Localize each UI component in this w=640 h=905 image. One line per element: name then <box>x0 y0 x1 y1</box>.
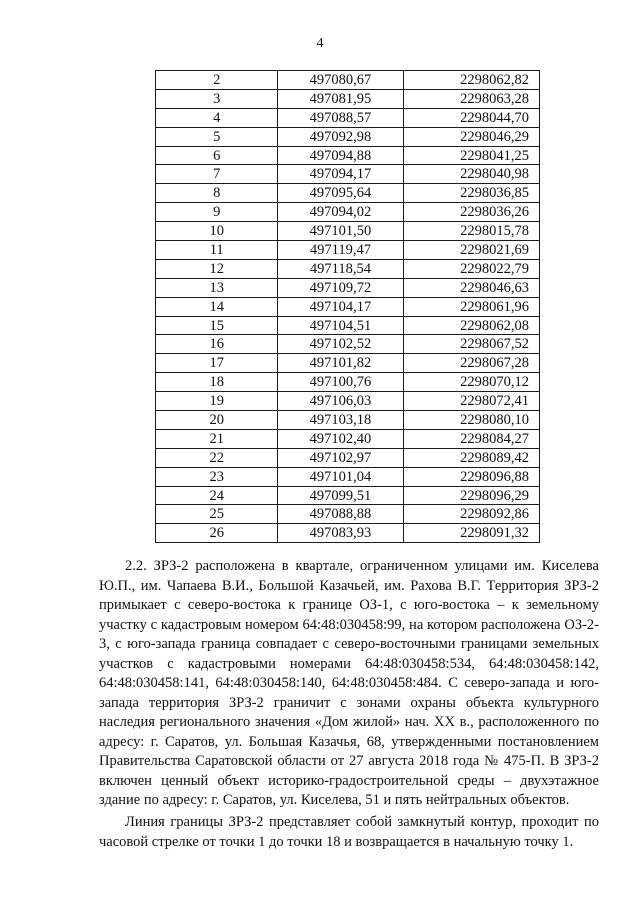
paragraph-boundary-line: Линия границы ЗРЗ-2 представляет собой замкнутый контур, проходит по часовой стрелке от точки 1 до точки 18 и возвращается в начальную точку 1. <box>99 814 599 850</box>
point-number-cell: 8 <box>156 184 278 203</box>
point-number-cell: 18 <box>156 373 278 392</box>
table-row <box>156 108 540 127</box>
point-number-cell: 21 <box>156 429 278 448</box>
x-coordinate-cell: 497119,47 <box>278 241 403 260</box>
paragraph-1-block <box>99 557 599 811</box>
point-number-cell: 12 <box>156 259 278 278</box>
x-coordinate-cell: 497109,72 <box>278 278 403 297</box>
y-coordinate-cell: 2298021,69 <box>403 241 540 260</box>
point-number-cell: 26 <box>156 524 278 543</box>
x-coordinate-cell: 497106,03 <box>278 392 403 411</box>
point-number-cell: 11 <box>156 241 278 260</box>
y-coordinate-cell: 2298080,10 <box>403 411 540 430</box>
point-number-cell: 24 <box>156 486 278 505</box>
table-row <box>156 146 540 165</box>
x-coordinate-cell: 497088,57 <box>278 108 403 127</box>
y-coordinate-cell: 2298036,26 <box>403 203 540 222</box>
table-row <box>156 429 540 448</box>
paragraph-zrz2-description: 2.2. ЗРЗ-2 расположена в квартале, ограниченном улицами им. Киселева Ю.П., им. Чапаева В.И., Большой Казачьей, им. Рахова В.Г. Территория ЗРЗ-2 примыкает с северо-востока к границе ОЗ-1, с юго-востока – к земельному участку с кадастровым номером 64:48:030458:99, на котором расположена ОЗ-2-3, с юго-запада граница совпадает с северо-восточными границами земельных участков с кадастровыми номерами 64:48:030458:534, 64:48:030458:142, 64:48:030458:141, 64:48:030458:140, 64:48:030458:484. С северо-запада и юго-запада территория ЗРЗ-2 граничит с зонами охраны объекта культурного наследия регионального значения «Дом жилой» нач. XX в., расположенного по адресу: г. Саратов, ул. Большая Казачья, 68, утвержденными постановлением Правительства Саратовской области от 27 августа 2018 года № 475-П. В ЗРЗ-2 включен ценный объект историко-градостроительной среды – двухэтажное здание по адресу: г. Саратов, ул. Киселева, 51 и пять нейтральных объектов. <box>99 558 599 808</box>
table-row <box>156 203 540 222</box>
point-number-cell: 16 <box>156 335 278 354</box>
y-coordinate-cell: 2298070,12 <box>403 373 540 392</box>
x-coordinate-cell: 497101,82 <box>278 354 403 373</box>
x-coordinate-cell: 497104,17 <box>278 297 403 316</box>
x-coordinate-cell: 497092,98 <box>278 127 403 146</box>
point-number-cell: 14 <box>156 297 278 316</box>
y-coordinate-cell: 2298089,42 <box>403 448 540 467</box>
table-row <box>156 165 540 184</box>
point-number-cell: 10 <box>156 222 278 241</box>
table-row <box>156 392 540 411</box>
x-coordinate-cell: 497100,76 <box>278 373 403 392</box>
y-coordinate-cell: 2298022,79 <box>403 259 540 278</box>
table-row <box>156 278 540 297</box>
page-number: 4 <box>316 36 324 51</box>
y-coordinate-cell: 2298084,27 <box>403 429 540 448</box>
point-number-cell: 4 <box>156 108 278 127</box>
table-row <box>156 297 540 316</box>
table-row <box>156 89 540 108</box>
point-number-cell: 7 <box>156 165 278 184</box>
table-row <box>156 184 540 203</box>
y-coordinate-cell: 2298044,70 <box>403 108 540 127</box>
y-coordinate-cell: 2298015,78 <box>403 222 540 241</box>
x-coordinate-cell: 497102,52 <box>278 335 403 354</box>
table-row <box>156 241 540 260</box>
point-number-cell: 19 <box>156 392 278 411</box>
x-coordinate-cell: 497099,51 <box>278 486 403 505</box>
table-row <box>156 127 540 146</box>
paragraph-2-block <box>99 813 599 852</box>
point-number-cell: 13 <box>156 278 278 297</box>
table-row <box>156 259 540 278</box>
table-row <box>156 71 540 90</box>
table-row <box>156 316 540 335</box>
x-coordinate-cell: 497088,88 <box>278 505 403 524</box>
x-coordinate-cell: 497081,95 <box>278 89 403 108</box>
y-coordinate-cell: 2298040,98 <box>403 165 540 184</box>
x-coordinate-cell: 497094,02 <box>278 203 403 222</box>
table-row <box>156 373 540 392</box>
x-coordinate-cell: 497102,40 <box>278 429 403 448</box>
table-row <box>156 486 540 505</box>
x-coordinate-cell: 497103,18 <box>278 411 403 430</box>
point-number-cell: 6 <box>156 146 278 165</box>
table-row <box>156 335 540 354</box>
y-coordinate-cell: 2298092,86 <box>403 505 540 524</box>
x-coordinate-cell: 497104,51 <box>278 316 403 335</box>
y-coordinate-cell: 2298062,08 <box>403 316 540 335</box>
point-number-cell: 5 <box>156 127 278 146</box>
x-coordinate-cell: 497095,64 <box>278 184 403 203</box>
table-row <box>156 354 540 373</box>
table-row <box>156 505 540 524</box>
y-coordinate-cell: 2298046,63 <box>403 278 540 297</box>
coordinates-table <box>155 70 540 543</box>
table-row <box>156 467 540 486</box>
y-coordinate-cell: 2298041,25 <box>403 146 540 165</box>
x-coordinate-cell: 497101,04 <box>278 467 403 486</box>
y-coordinate-cell: 2298036,85 <box>403 184 540 203</box>
y-coordinate-cell: 2298063,28 <box>403 89 540 108</box>
y-coordinate-cell: 2298046,29 <box>403 127 540 146</box>
x-coordinate-cell: 497118,54 <box>278 259 403 278</box>
point-number-cell: 9 <box>156 203 278 222</box>
y-coordinate-cell: 2298072,41 <box>403 392 540 411</box>
coordinates-table-body <box>156 71 540 543</box>
y-coordinate-cell: 2298067,52 <box>403 335 540 354</box>
table-row <box>156 524 540 543</box>
y-coordinate-cell: 2298096,88 <box>403 467 540 486</box>
point-number-cell: 23 <box>156 467 278 486</box>
y-coordinate-cell: 2298091,32 <box>403 524 540 543</box>
point-number-cell: 3 <box>156 89 278 108</box>
point-number-cell: 22 <box>156 448 278 467</box>
point-number-cell: 2 <box>156 71 278 90</box>
table-row <box>156 448 540 467</box>
point-number-cell: 20 <box>156 411 278 430</box>
point-number-cell: 17 <box>156 354 278 373</box>
x-coordinate-cell: 497101,50 <box>278 222 403 241</box>
y-coordinate-cell: 2298062,82 <box>403 71 540 90</box>
table-row <box>156 222 540 241</box>
x-coordinate-cell: 497094,88 <box>278 146 403 165</box>
x-coordinate-cell: 497080,67 <box>278 71 403 90</box>
x-coordinate-cell: 497094,17 <box>278 165 403 184</box>
x-coordinate-cell: 497083,93 <box>278 524 403 543</box>
x-coordinate-cell: 497102,97 <box>278 448 403 467</box>
y-coordinate-cell: 2298067,28 <box>403 354 540 373</box>
table-row <box>156 411 540 430</box>
y-coordinate-cell: 2298096,29 <box>403 486 540 505</box>
y-coordinate-cell: 2298061,96 <box>403 297 540 316</box>
point-number-cell: 15 <box>156 316 278 335</box>
point-number-cell: 25 <box>156 505 278 524</box>
